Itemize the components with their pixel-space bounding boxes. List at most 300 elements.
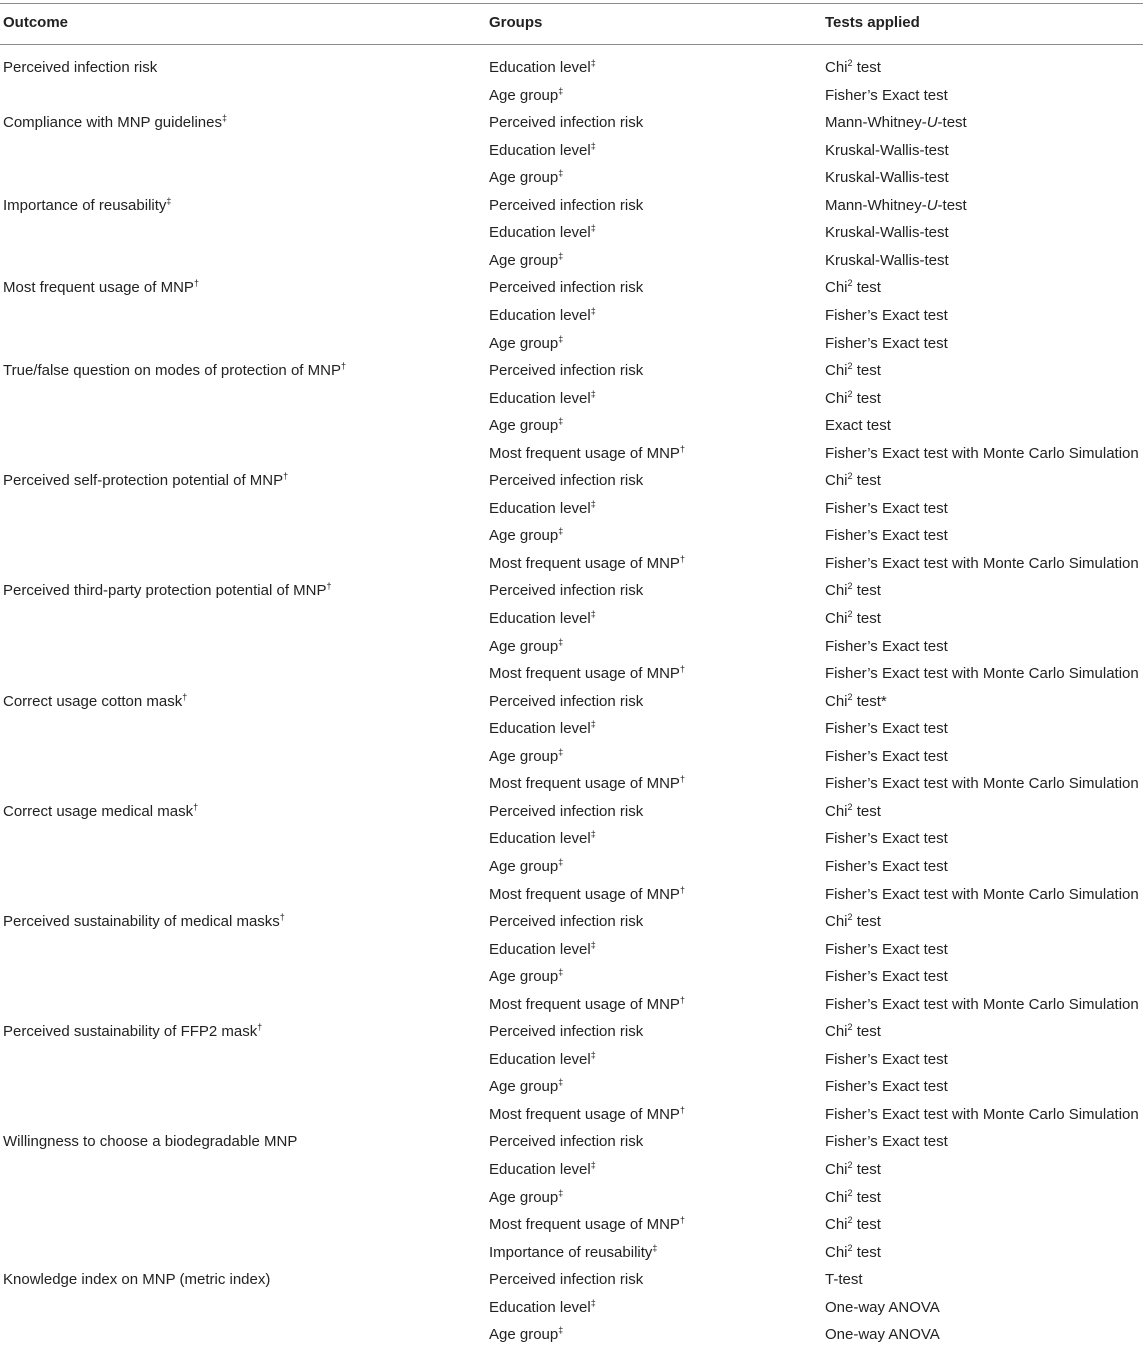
group-text: Most frequent usage of MNP: [489, 885, 680, 903]
test-text: Fisher’s Exact test: [825, 830, 948, 848]
group-text: Perceived infection risk: [489, 1271, 644, 1289]
test-superscript: 2: [847, 388, 853, 399]
group-footnote-mark: †: [679, 664, 685, 675]
test-superscript: 2: [847, 801, 853, 812]
outcome-footnote-mark: †: [283, 471, 289, 482]
group-text: Education level: [489, 720, 591, 738]
group-footnote-mark: †: [679, 553, 685, 564]
table-row: [0, 1046, 1143, 1073]
group-footnote-mark: †: [679, 443, 685, 454]
group-footnote-mark: ‡: [652, 1242, 658, 1253]
test-text: Chi: [825, 610, 848, 627]
test-italic-text: U: [926, 114, 938, 132]
test-italic-text: U: [926, 196, 938, 214]
group-cell: [489, 412, 563, 439]
group-text: Perceived infection risk: [489, 362, 644, 380]
test-text: Chi: [825, 389, 848, 407]
header-tests-applied: Tests applied: [825, 14, 920, 31]
test-text: Fisher’s Exact test: [825, 527, 948, 545]
test-cell: [825, 688, 887, 715]
outcome-cell: [3, 1266, 270, 1293]
test-text: Fisher’s Exact test: [825, 1078, 948, 1096]
group-cell: [489, 1184, 563, 1211]
group-footnote-mark: †: [679, 884, 685, 895]
test-cell: [825, 412, 891, 439]
group-footnote-mark: ‡: [558, 746, 564, 757]
test-cell: [825, 330, 948, 357]
outcome-footnote-mark: †: [326, 581, 332, 592]
outcome-cell: [3, 908, 285, 935]
group-cell: [489, 770, 685, 797]
group-cell: [489, 1266, 643, 1293]
group-cell: [489, 715, 596, 742]
group-text: Age group: [489, 968, 559, 986]
test-cell: [825, 715, 948, 742]
group-text: Perceived infection risk: [489, 692, 644, 710]
group-cell: [489, 1046, 596, 1073]
test-cell: [825, 440, 1139, 467]
test-text: Chi: [825, 582, 848, 600]
group-cell: [489, 853, 563, 880]
group-cell: [489, 1156, 596, 1183]
outcome-cell: [3, 688, 187, 715]
test-text: T-test: [825, 1271, 863, 1289]
test-cell: [825, 825, 948, 852]
test-cell: [825, 1184, 881, 1211]
test-superscript: 2: [847, 581, 853, 592]
group-footnote-mark: ‡: [590, 719, 596, 730]
group-text: Education level: [489, 389, 591, 407]
test-cell: [825, 743, 948, 770]
test-text: Kruskal-Wallis-test: [825, 251, 949, 269]
group-text: Most frequent usage of MNP: [489, 665, 680, 683]
test-text: Mann-Whitney-: [825, 114, 927, 132]
group-cell: [489, 1101, 685, 1128]
table-row: [0, 633, 1143, 660]
group-text: Age group: [489, 527, 559, 545]
test-text: Fisher’s Exact test: [825, 1050, 948, 1068]
test-cell: [825, 192, 967, 219]
group-footnote-mark: ‡: [590, 305, 596, 316]
outcome-cell: [3, 54, 157, 81]
group-footnote-mark: ‡: [558, 1187, 564, 1198]
group-footnote-mark: ‡: [590, 609, 596, 619]
group-cell: [489, 522, 563, 549]
group-text: Most frequent usage of MNP: [489, 1216, 680, 1234]
group-footnote-mark: ‡: [558, 250, 564, 261]
outcome-footnote-mark: ‡: [222, 113, 228, 124]
test-text: Chi: [825, 472, 848, 490]
group-cell: [489, 219, 596, 246]
test-cell: [825, 1018, 881, 1045]
table-row: [0, 770, 1143, 797]
group-cell: [489, 881, 685, 908]
group-cell: [489, 798, 643, 825]
table-row: [0, 109, 1143, 136]
group-cell: [489, 1128, 643, 1155]
test-text: Fisher’s Exact test: [825, 747, 948, 765]
test-cell: [825, 1101, 1139, 1128]
table-row: [0, 991, 1143, 1018]
test-cell: [825, 274, 881, 301]
table-row: [0, 440, 1143, 467]
test-cell: [825, 219, 949, 246]
test-text-suffix: test: [852, 1188, 881, 1206]
test-text: Chi: [825, 279, 848, 297]
outcome-footnote-mark: †: [193, 801, 199, 812]
test-cell: [825, 853, 948, 880]
group-footnote-mark: ‡: [590, 829, 596, 840]
outcome-cell: [3, 357, 346, 384]
group-text: Perceived infection risk: [489, 913, 644, 931]
group-footnote-mark: ‡: [558, 1325, 564, 1336]
test-superscript: 2: [847, 691, 853, 702]
group-footnote-mark: ‡: [590, 939, 596, 950]
group-text: Most frequent usage of MNP: [489, 444, 680, 462]
test-text: Fisher’s Exact test: [825, 499, 948, 517]
test-text: Chi: [825, 692, 848, 710]
test-text: Fisher’s Exact test with Monte Carlo Simulation: [825, 995, 1139, 1013]
test-text: Chi: [825, 1188, 848, 1206]
group-footnote-mark: ‡: [558, 856, 564, 867]
group-footnote-mark: ‡: [558, 967, 564, 978]
test-superscript: 2: [847, 278, 853, 289]
group-footnote-mark: ‡: [558, 168, 564, 179]
group-text: Education level: [489, 830, 591, 848]
group-text: Age group: [489, 637, 559, 655]
group-text: Education level: [489, 1298, 591, 1316]
outcome-cell: [3, 109, 227, 136]
test-cell: [825, 1211, 881, 1238]
header-groups: Groups: [489, 14, 543, 31]
group-cell: [489, 54, 596, 81]
test-cell: [825, 247, 949, 274]
table-row: [0, 164, 1143, 191]
test-cell: [825, 385, 881, 412]
test-text: Kruskal-Wallis-test: [825, 224, 949, 242]
test-cell: [825, 522, 948, 549]
test-text: Fisher’s Exact test: [825, 637, 948, 655]
test-text-suffix: -test: [937, 114, 967, 132]
table-row: [0, 908, 1143, 935]
test-cell: [825, 605, 881, 632]
table-row: [0, 522, 1143, 549]
test-superscript: 2: [847, 361, 853, 372]
outcome-text: Perceived third-party protection potential of MNP: [3, 582, 327, 600]
group-cell: [489, 495, 596, 522]
test-text-suffix: test: [852, 582, 881, 600]
test-text: Fisher’s Exact test with Monte Carlo Simulation: [825, 1105, 1139, 1123]
group-text: Perceived infection risk: [489, 1023, 644, 1041]
table-row: [0, 1239, 1143, 1266]
outcome-cell: [3, 467, 288, 494]
group-text: Education level: [489, 224, 591, 242]
table-row: [0, 550, 1143, 577]
test-text: Fisher’s Exact test with Monte Carlo Simulation: [825, 665, 1139, 683]
outcome-cell: [3, 192, 171, 219]
group-text: Education level: [489, 940, 591, 958]
test-cell: [825, 633, 948, 660]
group-text: Age group: [489, 417, 559, 435]
test-superscript: 2: [847, 1215, 853, 1226]
test-cell: [825, 137, 949, 164]
test-text: Fisher’s Exact test: [825, 968, 948, 986]
table-row: [0, 688, 1143, 715]
group-text: Age group: [489, 1326, 559, 1344]
table-row: [0, 357, 1143, 384]
table-row: [0, 1101, 1143, 1128]
group-cell: [489, 743, 563, 770]
group-text: Most frequent usage of MNP: [489, 775, 680, 793]
group-cell: [489, 137, 596, 164]
outcome-cell: [3, 798, 198, 825]
group-footnote-mark: ‡: [590, 223, 596, 234]
table-row: [0, 853, 1143, 880]
group-footnote-mark: ‡: [590, 140, 596, 151]
test-cell: [825, 467, 881, 494]
test-text: Fisher’s Exact test: [825, 86, 948, 104]
table-row: [0, 467, 1143, 494]
group-text: Education level: [489, 306, 591, 324]
test-cell: [825, 660, 1139, 687]
test-text-suffix: test: [852, 913, 881, 931]
test-text: Fisher’s Exact test: [825, 306, 948, 324]
group-cell: [489, 274, 643, 301]
test-text-suffix: test: [852, 610, 881, 627]
group-text: Age group: [489, 334, 559, 352]
test-text: Chi: [825, 362, 848, 380]
group-text: Perceived infection risk: [489, 114, 644, 132]
outcome-footnote-mark: ‡: [166, 195, 172, 206]
group-cell: [489, 357, 643, 384]
outcome-footnote-mark: †: [279, 912, 285, 923]
table-row: [0, 385, 1143, 412]
group-cell: [489, 440, 685, 467]
table-row: [0, 660, 1143, 687]
table-row: [0, 495, 1143, 522]
test-cell: [825, 302, 948, 329]
group-cell: [489, 577, 643, 604]
outcome-text: Most frequent usage of MNP: [3, 279, 194, 297]
outcome-text: Knowledge index on MNP (metric index): [3, 1271, 271, 1289]
group-cell: [489, 467, 643, 494]
test-text: Fisher’s Exact test with Monte Carlo Simulation: [825, 554, 1139, 572]
outcome-footnote-mark: †: [182, 691, 188, 702]
test-text: Fisher’s Exact test with Monte Carlo Simulation: [825, 775, 1139, 793]
test-cell: [825, 164, 949, 191]
test-cell: [825, 770, 1139, 797]
group-cell: [489, 908, 643, 935]
test-text: Fisher’s Exact test: [825, 857, 948, 875]
table-row: [0, 743, 1143, 770]
test-text-suffix: test*: [852, 692, 887, 710]
table-row: [0, 1184, 1143, 1211]
group-text: Education level: [489, 610, 591, 627]
test-superscript: 2: [847, 58, 853, 68]
group-cell: [489, 963, 563, 990]
group-text: Importance of reusability: [489, 1243, 653, 1261]
test-cell: [825, 798, 881, 825]
group-text: Perceived infection risk: [489, 802, 644, 820]
test-superscript: 2: [847, 609, 853, 619]
outcome-cell: [3, 577, 332, 604]
table-row: [0, 1128, 1143, 1155]
group-footnote-mark: ‡: [590, 1297, 596, 1308]
table-row: [0, 881, 1143, 908]
outcome-text: Importance of reusability: [3, 196, 167, 214]
outcome-text: Compliance with MNP guidelines: [3, 114, 222, 132]
outcome-text: Perceived sustainability of FFP2 mask: [3, 1023, 258, 1041]
group-footnote-mark: †: [679, 1215, 685, 1226]
table-header-rule: [0, 44, 1143, 45]
table-row: [0, 274, 1143, 301]
test-text-suffix: test: [852, 1023, 881, 1041]
group-cell: [489, 825, 596, 852]
group-cell: [489, 109, 643, 136]
group-footnote-mark: ‡: [558, 1077, 564, 1088]
table-row: [0, 1211, 1143, 1238]
test-cell: [825, 1073, 948, 1100]
group-text: Perceived infection risk: [489, 472, 644, 490]
group-cell: [489, 550, 685, 577]
outcome-footnote-mark: †: [340, 361, 346, 372]
group-cell: [489, 1294, 596, 1321]
table-row: [0, 605, 1143, 632]
table-row: [0, 963, 1143, 990]
outcome-cell: [3, 274, 199, 301]
group-text: Most frequent usage of MNP: [489, 995, 680, 1013]
test-cell: [825, 495, 948, 522]
test-superscript: 2: [847, 1160, 853, 1170]
group-text: Education level: [489, 499, 591, 517]
group-cell: [489, 991, 685, 1018]
group-cell: [489, 1073, 563, 1100]
group-footnote-mark: ‡: [590, 58, 596, 68]
outcome-text: Willingness to choose a biodegradable MNP: [3, 1133, 298, 1151]
table-row: [0, 137, 1143, 164]
test-text: Exact test: [825, 417, 891, 435]
test-text: One-way ANOVA: [825, 1298, 940, 1316]
test-cell: [825, 991, 1139, 1018]
group-text: Age group: [489, 1188, 559, 1206]
table-row: [0, 412, 1143, 439]
group-footnote-mark: †: [679, 994, 685, 1005]
group-text: Perceived infection risk: [489, 1133, 644, 1151]
table-row: [0, 219, 1143, 246]
table-row: [0, 1156, 1143, 1183]
group-cell: [489, 330, 563, 357]
group-cell: [489, 633, 563, 660]
test-text: Chi: [825, 1161, 848, 1178]
table-row: [0, 54, 1143, 81]
table-row: [0, 577, 1143, 604]
group-cell: [489, 192, 643, 219]
test-text-suffix: test: [852, 389, 881, 407]
outcome-footnote-mark: †: [193, 278, 199, 289]
test-text-suffix: test: [852, 1161, 881, 1178]
test-cell: [825, 1294, 940, 1321]
test-text: Fisher’s Exact test with Monte Carlo Simulation: [825, 885, 1139, 903]
table-row: [0, 825, 1143, 852]
test-cell: [825, 550, 1139, 577]
group-cell: [489, 385, 596, 412]
group-footnote-mark: ‡: [558, 333, 564, 344]
group-text: Age group: [489, 251, 559, 269]
table-row: [0, 302, 1143, 329]
test-text-suffix: test: [852, 362, 881, 380]
group-cell: [489, 164, 563, 191]
header-outcome: Outcome: [3, 14, 69, 31]
test-text: Fisher’s Exact test: [825, 1133, 948, 1151]
group-footnote-mark: †: [679, 774, 685, 785]
table-row: [0, 715, 1143, 742]
group-text: Education level: [489, 1050, 591, 1068]
group-text: Perceived infection risk: [489, 279, 644, 297]
test-text: Kruskal-Wallis-test: [825, 141, 949, 159]
table-row: [0, 1073, 1143, 1100]
outcome-text: Correct usage medical mask: [3, 802, 194, 820]
group-footnote-mark: ‡: [590, 1160, 596, 1170]
group-footnote-mark: ‡: [590, 1049, 596, 1060]
test-superscript: 2: [847, 471, 853, 482]
table-row: [0, 936, 1143, 963]
outcome-text: True/false question on modes of protection of MNP: [3, 362, 341, 380]
test-cell: [825, 82, 948, 109]
group-cell: [489, 605, 596, 632]
outcome-cell: [3, 1018, 262, 1045]
test-text: Chi: [825, 1023, 848, 1041]
group-text: Most frequent usage of MNP: [489, 1105, 680, 1123]
table-row: [0, 1321, 1143, 1348]
group-text: Perceived infection risk: [489, 196, 644, 214]
test-text: Chi: [825, 59, 848, 76]
test-text: Chi: [825, 1243, 848, 1261]
outcome-text: Correct usage cotton mask: [3, 692, 183, 710]
group-text: Education level: [489, 59, 591, 76]
test-text: Fisher’s Exact test: [825, 334, 948, 352]
group-cell: [489, 302, 596, 329]
test-cell: [825, 1321, 940, 1348]
test-text: Chi: [825, 1216, 848, 1234]
test-cell: [825, 1156, 881, 1183]
test-cell: [825, 963, 948, 990]
test-superscript: 2: [847, 1022, 853, 1033]
test-cell: [825, 1046, 948, 1073]
table-row: [0, 82, 1143, 109]
group-cell: [489, 660, 685, 687]
group-cell: [489, 936, 596, 963]
table-row: [0, 192, 1143, 219]
group-footnote-mark: ‡: [558, 526, 564, 537]
group-text: Education level: [489, 141, 591, 159]
test-text: Fisher’s Exact test: [825, 720, 948, 738]
test-cell: [825, 881, 1139, 908]
table-row: [0, 1018, 1143, 1045]
test-text: Mann-Whitney-: [825, 196, 927, 214]
group-text: Most frequent usage of MNP: [489, 554, 680, 572]
group-text: Age group: [489, 747, 559, 765]
test-superscript: 2: [847, 1187, 853, 1198]
outcome-text: Perceived self-protection potential of MNP: [3, 472, 284, 490]
test-cell: [825, 54, 881, 81]
table-row: [0, 330, 1143, 357]
test-cell: [825, 1266, 863, 1293]
group-footnote-mark: ‡: [590, 388, 596, 399]
group-text: Perceived infection risk: [489, 582, 644, 600]
test-cell: [825, 1239, 881, 1266]
test-text-suffix: test: [852, 59, 881, 76]
test-cell: [825, 1128, 948, 1155]
